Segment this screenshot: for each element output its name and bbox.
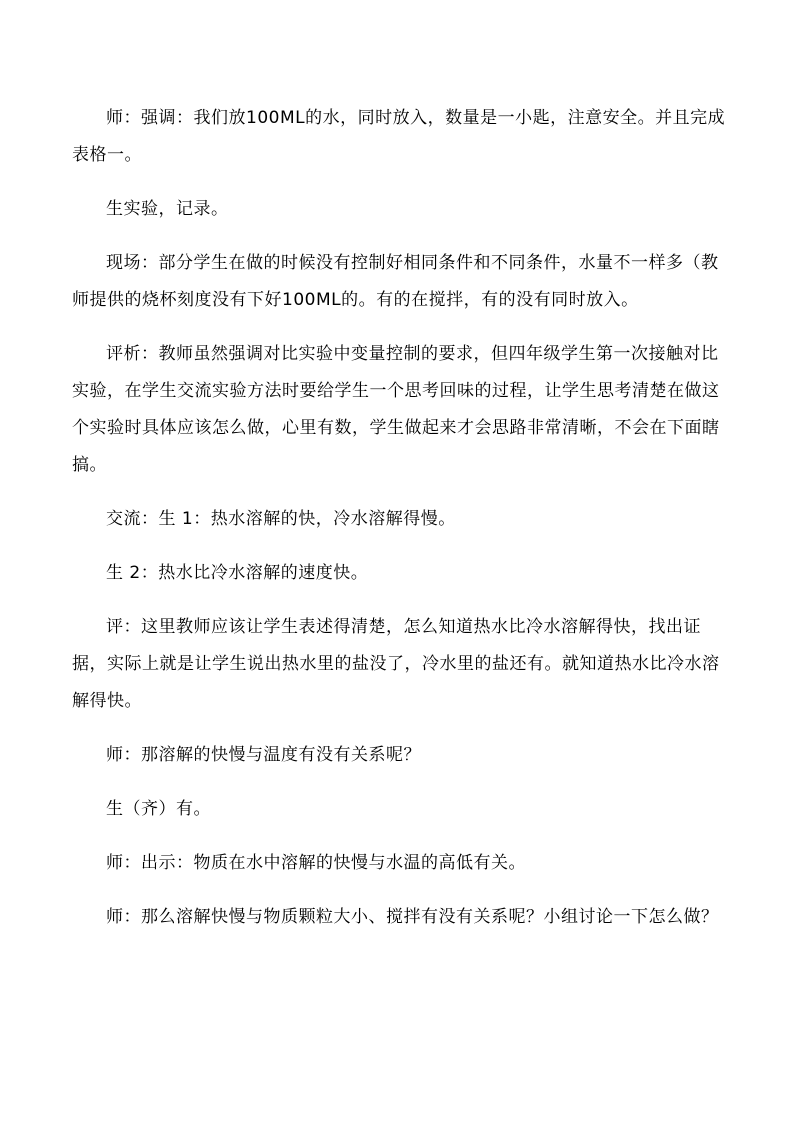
paragraph-students-answer: 生（齐）有。 — [106, 799, 211, 819]
paragraph-student-experiment: 生实验，记录。 — [106, 199, 229, 219]
paragraph-teacher-show: 师：出示：物质在水中溶解的快慢与水温的高低有关。 — [106, 853, 526, 873]
document-body — [72, 100, 728, 953]
paragraph-student-2: 生 2：热水比冷水溶解的速度快。 — [106, 563, 369, 583]
paragraph-exchange-student-1: 交流：生 1：热水溶解的快，冷水溶解得慢。 — [106, 509, 456, 529]
paragraph-teacher-discussion: 师：那么溶解快慢与物质颗粒大小、搅拌有没有关系呢？小组讨论一下怎么做？ — [106, 907, 719, 927]
paragraph-analysis: 评析：教师虽然强调对比实验中变量控制的要求，但四年级学生第一次接触对比实验，在学生交流实验方法时要给学生一个思考回味的过程，让学生思考清楚在做这个实验时具体应该怎么做，心里有数，学生做起来才会思路非常清晰，不会在下面瞎搞。 — [72, 344, 720, 475]
paragraph-teacher-question: 师：那溶解的快慢与温度有没有关系呢？ — [106, 745, 421, 765]
paragraph-on-site: 现场：部分学生在做的时候没有控制好相同条件和不同条件，水量不一样多（教师提供的烧杯刻度没有下好100ML的。有的在搅拌，有的没有同时放入。 — [72, 253, 719, 310]
paragraph-comment: 评：这里教师应该让学生表述得清楚，怎么知道热水比冷水溶解得快，找出证据，实际上就是让学生说出热水里的盐没了，冷水里的盐还有。就知道热水比冷水溶解得快。 — [72, 617, 720, 711]
paragraph-teacher-emphasis: 师：强调：我们放100ML的水，同时放入，数量是一小匙，注意安全。并且完成表格一。 — [72, 108, 726, 165]
